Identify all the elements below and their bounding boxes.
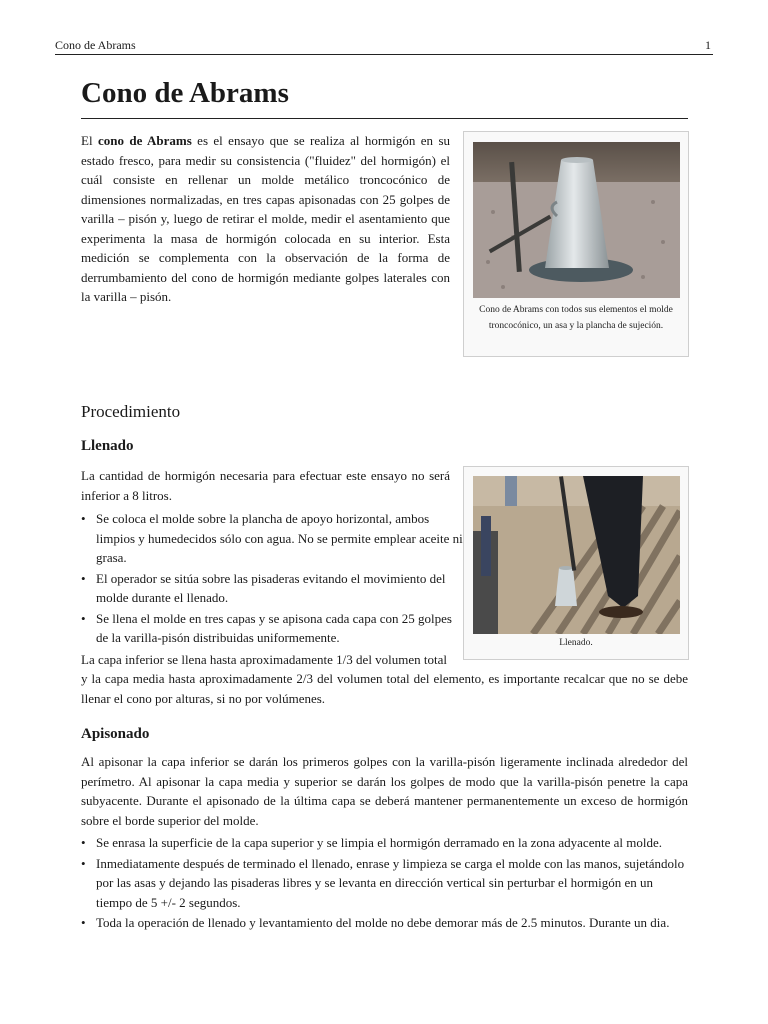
figure-llenado <box>463 466 689 660</box>
page-title: Cono de Abrams <box>81 76 688 119</box>
subsection-heading-apisonado: Apisonado <box>81 726 150 742</box>
list-item: • Inmediatamente después de terminado el llenado, enrase y limpieza se carga el molde con las manos, sujetándolo por las asas y dejando las pisaderas libres y se levanta en dirección vertical sin perturbar el hormigón en un tiempo de 5 +/- 2 segundos. <box>96 854 688 914</box>
photo-llenado <box>473 476 680 634</box>
llenado-after-line1: La capa inferior se llena hasta aproximadamente 1/3 del volumen total <box>81 652 448 667</box>
apisonado-paragraph: Al apisonar la capa inferior se darán los primeros golpes con la varilla-pisón ligeramente inclinada alrededor del perímetro. Al apisonar la capa media y superior se darán los golpes de modo que la varilla-pisón penetre la capa subyacente. Durante el apisonado de la última capa se deberá mantener permanentemente un exceso de hormigón sobre el borde superior del molde. <box>81 754 688 828</box>
figure-cono-abrams-caption: Cono de Abrams con todos sus elementos el molde troncocónico, un asa y la plancha de sujeción. <box>479 305 673 331</box>
figure-cono-abrams <box>463 131 689 357</box>
llenado-list <box>81 509 465 648</box>
list-item: • El operador se sitúa sobre las pisaderas evitando el movimiento del molde durante el llenado. <box>96 569 465 609</box>
apisonado-list <box>81 833 688 933</box>
subsection-heading-llenado: Llenado <box>81 438 134 454</box>
figure-llenado-caption: Llenado. <box>559 638 593 648</box>
photo-cono-abrams <box>473 142 680 298</box>
section-heading-procedimiento: Procedimiento <box>81 402 181 421</box>
list-item: • Se coloca el molde sobre la plancha de apoyo horizontal, ambos limpios y humedecidos sólo con agua. No se permite emplear aceite ni grasa. <box>96 509 465 569</box>
llenado-after-paragraph: y la capa media hasta aproximadamente 2/3 del volumen total del elemento, es importante recalcar que no se debe llenar el cono por alturas, si no por volúmenes. <box>81 671 688 706</box>
llenado-paragraph: La cantidad de hormigón necesaria para efectuar este ensayo no será inferior a 8 litros. <box>81 468 450 503</box>
page-number: 1 <box>705 38 711 52</box>
running-header-title: Cono de Abrams <box>55 38 136 52</box>
running-header <box>55 38 713 55</box>
list-item: • Toda la operación de llenado y levantamiento del molde no debe demorar más de 2.5 minutos. Durante un dia. <box>96 913 688 933</box>
list-item: • Se enrasa la superficie de la capa superior y se limpia el hormigón derramado en la zona adyacente al molde. <box>96 833 688 854</box>
intro-bold-term: cono de Abrams <box>97 133 192 148</box>
intro-paragraph: El cono de Abrams es el ensayo que se realiza al hormigón en su estado fresco, para medir su consistencia ("fluidez" del hormigón) el cuál consiste en rellenar un molde metálico troncocónico de dimensiones normalizadas, en tres capas apisonadas con 25 golpes de varilla – pisón y, luego de retirar el molde, medir el asentamiento que experimenta la masa de hormigón colocada en su interior. Esta medición se complementa con la observación de la forma de derrumbamiento del cono de hormigón mediante golpes laterales con la varilla – pisón. <box>81 133 450 304</box>
list-item: • Se llena el molde en tres capas y se apisona cada capa con 25 golpes de la varilla-pisón distribuidas uniformemente. <box>96 609 465 648</box>
